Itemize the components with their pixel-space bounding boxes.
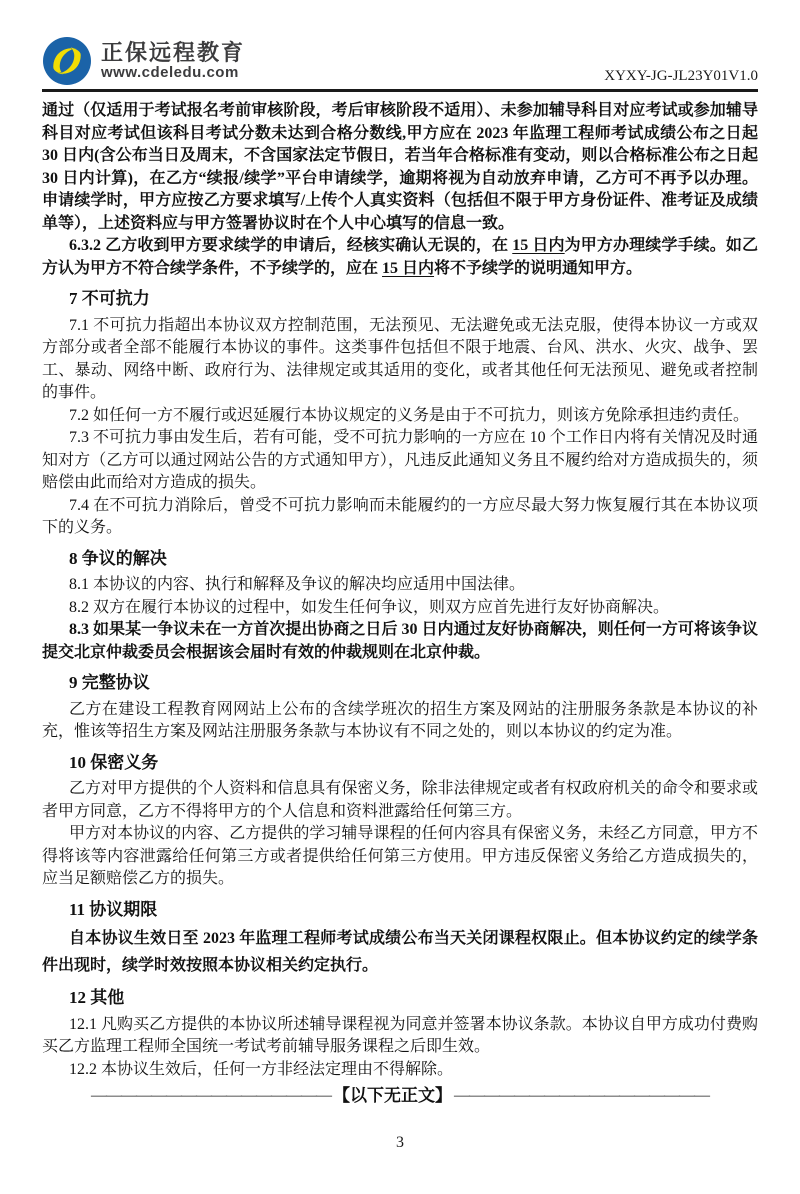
clause-8-1: 8.1 本协议的内容、执行和解释及争议的解决均应适用中国法律。 [69,576,526,593]
brand-url: www.cdeledu.com [101,63,239,81]
clause-6-3-2-text: 6.3.2 乙方收到甲方要求续学的申请后，经核实确认无误的，在 [69,237,513,254]
clause-12-1: 12.1 凡购买乙方提供的本协议所述辅导课程视为同意并签署本协议条款。本协议自甲方成功付费购买乙方监理工程师全国统一考试考前辅导服务课程之后即生效。 [42,1015,758,1055]
brand-block [42,36,245,86]
section-heading-9-entire-agreement: 9 完整协议 [69,673,150,692]
clause-7-4: 7.4 在不可抗力消除后，曾受不可抗力影响而未能履约的一方应尽最大努力恢复履行其在本协议项下的义务。 [42,496,758,536]
document-code: XYXY-JG-JL23Y01V1.0 [604,68,758,84]
clause-7-1: 7.1 不可抗力指超出本协议双方控制范围，无法预见、无法避免或无法克服，使得本协议一方或双方部分或者全部不能履行本协议的事件。这类事件包括但不限于地震、台风、洪水、火灾、战争、罢工、暴动、网络中断、政府行为、法律规定或其适用的变化，或者其他任何无法预见、避免或者控制的事件。 [42,316,758,401]
page-number: 3 [396,1133,404,1151]
section-heading-10-confidentiality: 10 保密义务 [69,752,159,772]
divider-dashes-right: ————————————————— [454,1087,709,1104]
clause-7-2: 7.2 如任何一方不履行或迟延履行本协议规定的义务是由于不可抗力，则该方免除承担违约责任。 [69,406,750,424]
clause-6-3-1-continuation: 通过（仅适用于考试报名考前审核阶段，考后审核阶段不适用）、未参加辅导科目对应考试或参加辅导科目对应考试但该科目考试分数未达到合格分数线,甲方应在 2023 年监理工程师考试成绩公布之日起 30 日内(含公布当日及周末，不含国家法定节假日，若当年合格标准有变动，则以合格标准公布之日起 30 日内计算)，在乙方“续报/续学”平台申请续学，逾期将视为自动放弃申请，乙方可不再予以办理。申请续学时，甲方应按乙方要求填写/上传个人真实资料（包括但不限于甲方身份证件、准考证及成绩单等），上述资料应与甲方签署协议时在个人中心填写的信息一致。 [42,102,758,232]
clause-10-2: 甲方对本协议的内容、乙方提供的学习辅导课程的任何内容具有保密义务，未经乙方同意，甲方不得将该等内容泄露给任何第三方或者提供给任何第三方使用。甲方违反保密义务给乙方造成损失的，应当足额赔偿乙方的损失。 [42,825,758,887]
contract-body [42,92,758,1154]
clause-7-3: 7.3 不可抗力事由发生后，若有可能，受不可抗力影响的一方应在 10 个工作日内将有关情况及时通知对方（乙方可以通过网站公告的方式通知甲方），凡违反此通知义务且不履约给对方造成损失的，须赔偿由此而给对方造成的损失。 [42,429,758,491]
clause-10-1: 乙方对甲方提供的个人资料和信息具有保密义务，除非法律规定或者有权政府机关的命令和要求或者甲方同意，乙方不得将甲方的个人信息和资料泄露给任何第三方。 [42,780,758,820]
brand-name: 正保远程教育 [101,40,246,66]
page-header [42,24,758,92]
end-of-text-label: 【以下无正文】 [333,1086,452,1105]
clause-8-2: 8.2 双方在履行本协议的过程中，如发生任何争议，则双方应首先进行友好协商解决。 [69,598,670,616]
clause-6-3-2-text: 为甲方办理续学手续。如乙方认为甲方不符合续学条件，不予续学的，应在 [42,237,758,277]
underlined-term-15-days-2: 15 日内 [382,259,435,277]
section-heading-8-dispute-resolution: 8 争议的解决 [69,548,167,568]
clause-6-3-2-text: 将不予续学的说明通知甲方。 [434,259,643,277]
brand-text [101,41,245,81]
section-heading-12-misc: 12 其他 [69,988,125,1007]
clause-9: 乙方在建设工程教育网网站上公布的含续学班次的招生方案及网站的注册服务条款是本协议的补充，惟该等招生方案及网站注册服务条款与本协议有不同之处的，则以本协议的约定为准。 [42,700,758,740]
clause-11: 自本协议生效日至 2023 年监理工程师考试成绩公布当天关闭课程权限止。但本协议约定的续学条件出现时，续学时效按照本协议相关约定执行。 [42,930,758,974]
underlined-term-15-days-1: 15 日内 [512,237,565,254]
clause-6-3-2 [42,235,758,280]
company-logo-icon [42,36,92,86]
section-heading-7-force-majeure: 7 不可抗力 [69,289,150,308]
end-of-text-divider [42,1085,758,1108]
clause-8-3: 8.3 如果某一争议未在一方首次提出协商之日后 30 日内通过友好协商解决，则任何一方可将该争议提交北京仲裁委员会根据该会届时有效的仲裁规则在北京仲裁。 [42,621,758,661]
section-heading-11-term: 11 协议期限 [69,899,158,919]
divider-dashes-left: ———————————————— [91,1087,331,1104]
clause-12-2: 12.2 本协议生效后，任何一方非经法定理由不得解除。 [69,1060,454,1078]
